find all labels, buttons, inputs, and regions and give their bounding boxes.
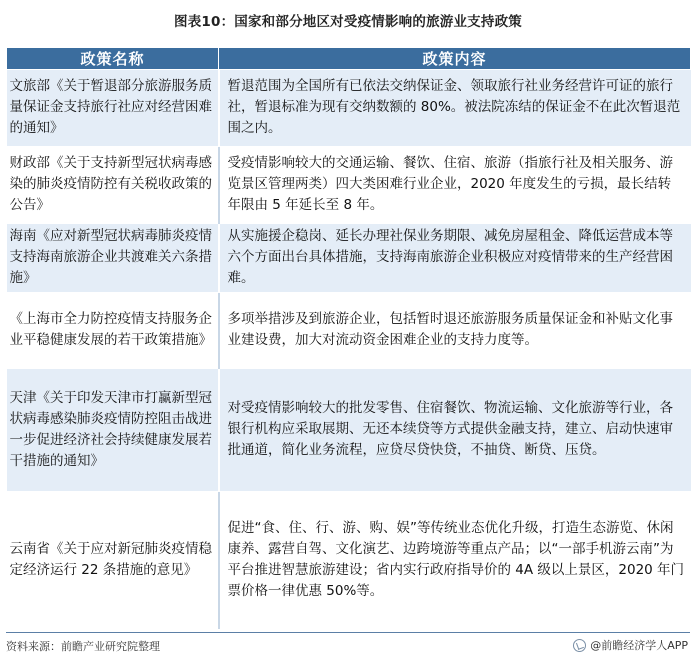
column-header-policy-name: 政策名称 [7, 48, 219, 70]
table-row [7, 293, 691, 369]
policy-name-cell: 天津《关于印发天津市打赢新型冠状病毒感染肺炎疫情防控阻击战进一步促进经济社会持续健康发展若干措施的通知》 [7, 369, 219, 492]
policy-name-cell: 《上海市全力防控疫情支持服务企业平稳健康发展的若干政策措施》 [7, 293, 219, 369]
policy-name-cell: 财政部《关于支持新型冠状病毒感染的肺炎疫情防控有关税收政策的公告》 [7, 147, 219, 224]
policy-name-cell: 文旅部《关于暂退部分旅游服务质量保证金支持旅行社应对经营困难的通知》 [7, 70, 219, 147]
policy-content-cell: 多项举措涉及到旅游企业，包括暂时退还旅游服务质量保证金和补贴文化事业建设费，加大对流动资金困难企业的支持力度等。 [219, 293, 691, 369]
brand-credit [573, 637, 688, 653]
policy-content-cell: 对受疫情影响较大的批发零售、住宿餐饮、物流运输、文化旅游等行业，各银行机构应采取展期、无还本续贷等方式提供金融支持，建立、启动快速审批通道，简化业务流程，应贷尽贷快贷，不抽贷、断贷、压贷。 [219, 369, 691, 492]
policy-name-cell: 海南《应对新型冠状病毒肺炎疫情支持海南旅游企业共渡难关六条措施》 [7, 224, 219, 293]
table-row [7, 70, 691, 147]
figure-title: 图表10：国家和部分地区对受疫情影响的旅游业支持政策 [174, 14, 522, 30]
table-row [7, 147, 691, 224]
policy-content-cell: 促进“食、住、行、游、购、娱”等传统业态优化升级，打造生态游览、休闲康养、露营自驾、文化演艺、边跨境游等重点产品；以“一部手机游云南”为平台推进智慧旅游建设；省内实行政府指导价的 4A 级以上景区，2020 年门票价格一律优惠 50%等。 [219, 492, 691, 629]
policy-name-cell: 云南省《关于应对新冠肺炎疫情稳定经济运行 22 条措施的意见》 [7, 492, 219, 629]
policy-table [6, 47, 691, 629]
table-header-row [7, 48, 691, 70]
footer-divider [6, 632, 690, 633]
policy-content-cell: 受疫情影响较大的交通运输、餐饮、住宿、旅游（指旅行社及相关服务、游览景区管理两类）四大类困难行业企业，2020 年度发生的亏损，最长结转年限由 5 年延长至 8 年。 [219, 147, 691, 224]
policy-content-cell: 暂退范围为全国所有已依法交纳保证金、领取旅行社业务经营许可证的旅行社，暂退标准为现有交纳数额的 80%。被法院冻结的保证金不在此次暂退范围之内。 [219, 70, 691, 147]
table-row [7, 369, 691, 492]
qianzhan-logo-icon [573, 639, 586, 652]
source-note: 资料来源：前瞻产业研究院整理 [6, 640, 160, 653]
table-row [7, 492, 691, 629]
policy-content-cell: 从实施援企稳岗、延长办理社保业务期限、减免房屋租金、降低运营成本等六个方面出台具体措施，支持海南旅游企业积极应对疫情带来的生产经营困难。 [219, 224, 691, 293]
column-header-policy-content: 政策内容 [219, 48, 691, 70]
brand-label: @前瞻经济学人APP [590, 639, 688, 652]
table-row [7, 224, 691, 293]
